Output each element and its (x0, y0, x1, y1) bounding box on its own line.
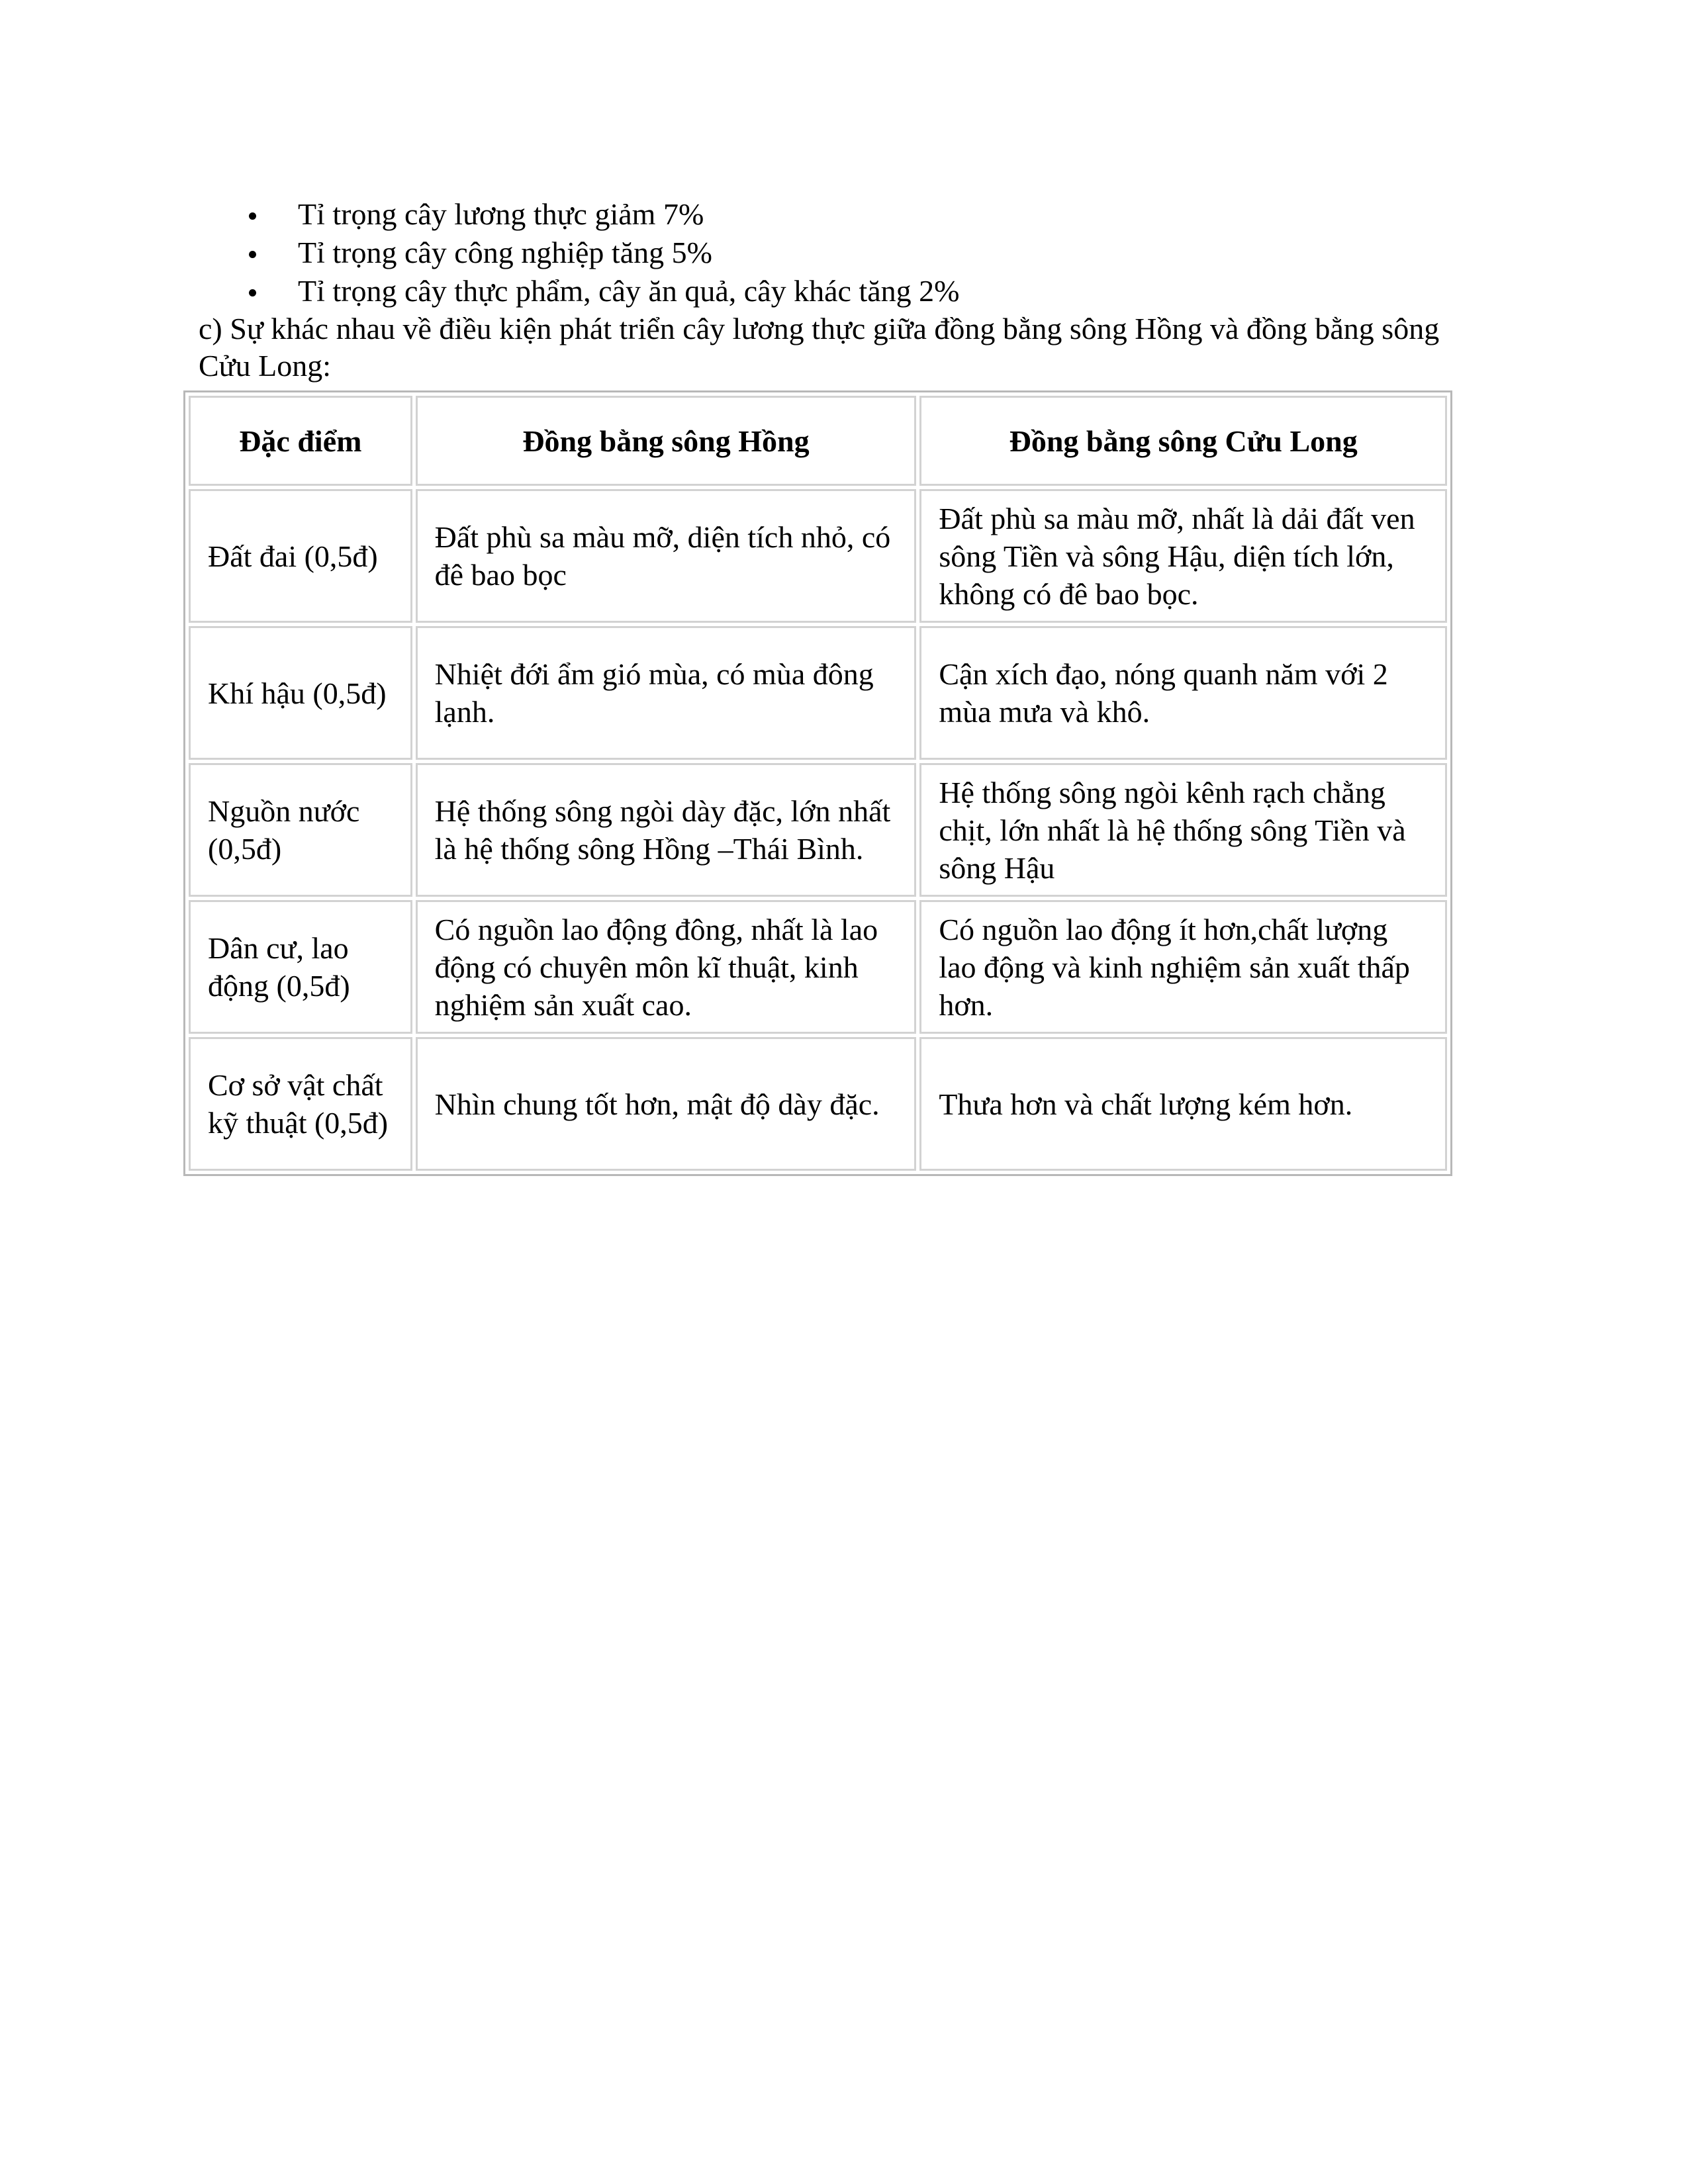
bullet-dot-icon (249, 251, 256, 258)
cell-feature: Khí hậu (0,5đ) (189, 626, 412, 760)
table-row (189, 626, 1447, 760)
bullet-item (199, 195, 1496, 234)
cell-feature: Đất đai (0,5đ) (189, 489, 412, 623)
bullet-dot-icon (249, 212, 256, 220)
table-header-row (189, 396, 1447, 486)
bullet-dot-icon (249, 289, 256, 296)
header-song-hong: Đồng bằng sông Hồng (416, 396, 917, 486)
header-cuu-long: Đồng bằng sông Cửu Long (919, 396, 1447, 486)
cell-feature: Dân cư, lao động (0,5đ) (189, 900, 412, 1034)
table-row (189, 489, 1447, 623)
bullet-list (199, 195, 1496, 310)
bullet-text: Tỉ trọng cây thực phẩm, cây ăn quả, cây khác tăng 2% (298, 274, 960, 308)
table-row (189, 1037, 1447, 1171)
cell-song-hong: Có nguồn lao động đông, nhất là lao động có chuyên môn kĩ thuật, kinh nghiệm sản xuất cao. (416, 900, 917, 1034)
cell-song-hong: Hệ thống sông ngòi dày đặc, lớn nhất là hệ thống sông Hồng –Thái Bình. (416, 763, 917, 897)
page-content (199, 195, 1496, 385)
table-row (189, 763, 1447, 897)
cell-cuu-long: Cận xích đạo, nóng quanh năm với 2 mùa mưa và khô. (919, 626, 1447, 760)
bullet-item (199, 234, 1496, 272)
cell-feature: Cơ sở vật chất kỹ thuật (0,5đ) (189, 1037, 412, 1171)
bullet-text: Tỉ trọng cây công nghiệp tăng 5% (298, 236, 712, 269)
intro-paragraph: c) Sự khác nhau về điều kiện phát triển cây lương thực giữa đồng bằng sông Hồng và đồng bằng sông Cửu Long: (199, 312, 1440, 383)
bullet-text: Tỉ trọng cây lương thực giảm 7% (298, 197, 704, 231)
cell-cuu-long: Có nguồn lao động ít hơn,chất lượng lao động và kinh nghiệm sản xuất thấp hơn. (919, 900, 1447, 1034)
cell-cuu-long: Đất phù sa màu mỡ, nhất là dải đất ven sông Tiền và sông Hậu, diện tích lớn, không có đê bao bọc. (919, 489, 1447, 623)
cell-cuu-long: Thưa hơn và chất lượng kém hơn. (919, 1037, 1447, 1171)
cell-song-hong: Đất phù sa màu mỡ, diện tích nhỏ, có đê bao bọc (416, 489, 917, 623)
cell-cuu-long: Hệ thống sông ngòi kênh rạch chằng chịt, lớn nhất là hệ thống sông Tiền và sông Hậu (919, 763, 1447, 897)
comparison-table (183, 390, 1452, 1176)
header-feature: Đặc điểm (189, 396, 412, 486)
table-row (189, 900, 1447, 1034)
cell-song-hong: Nhiệt đới ẩm gió mùa, có mùa đông lạnh. (416, 626, 917, 760)
cell-feature: Nguồn nước (0,5đ) (189, 763, 412, 897)
cell-song-hong: Nhìn chung tốt hơn, mật độ dày đặc. (416, 1037, 917, 1171)
bullet-item (199, 272, 1496, 310)
